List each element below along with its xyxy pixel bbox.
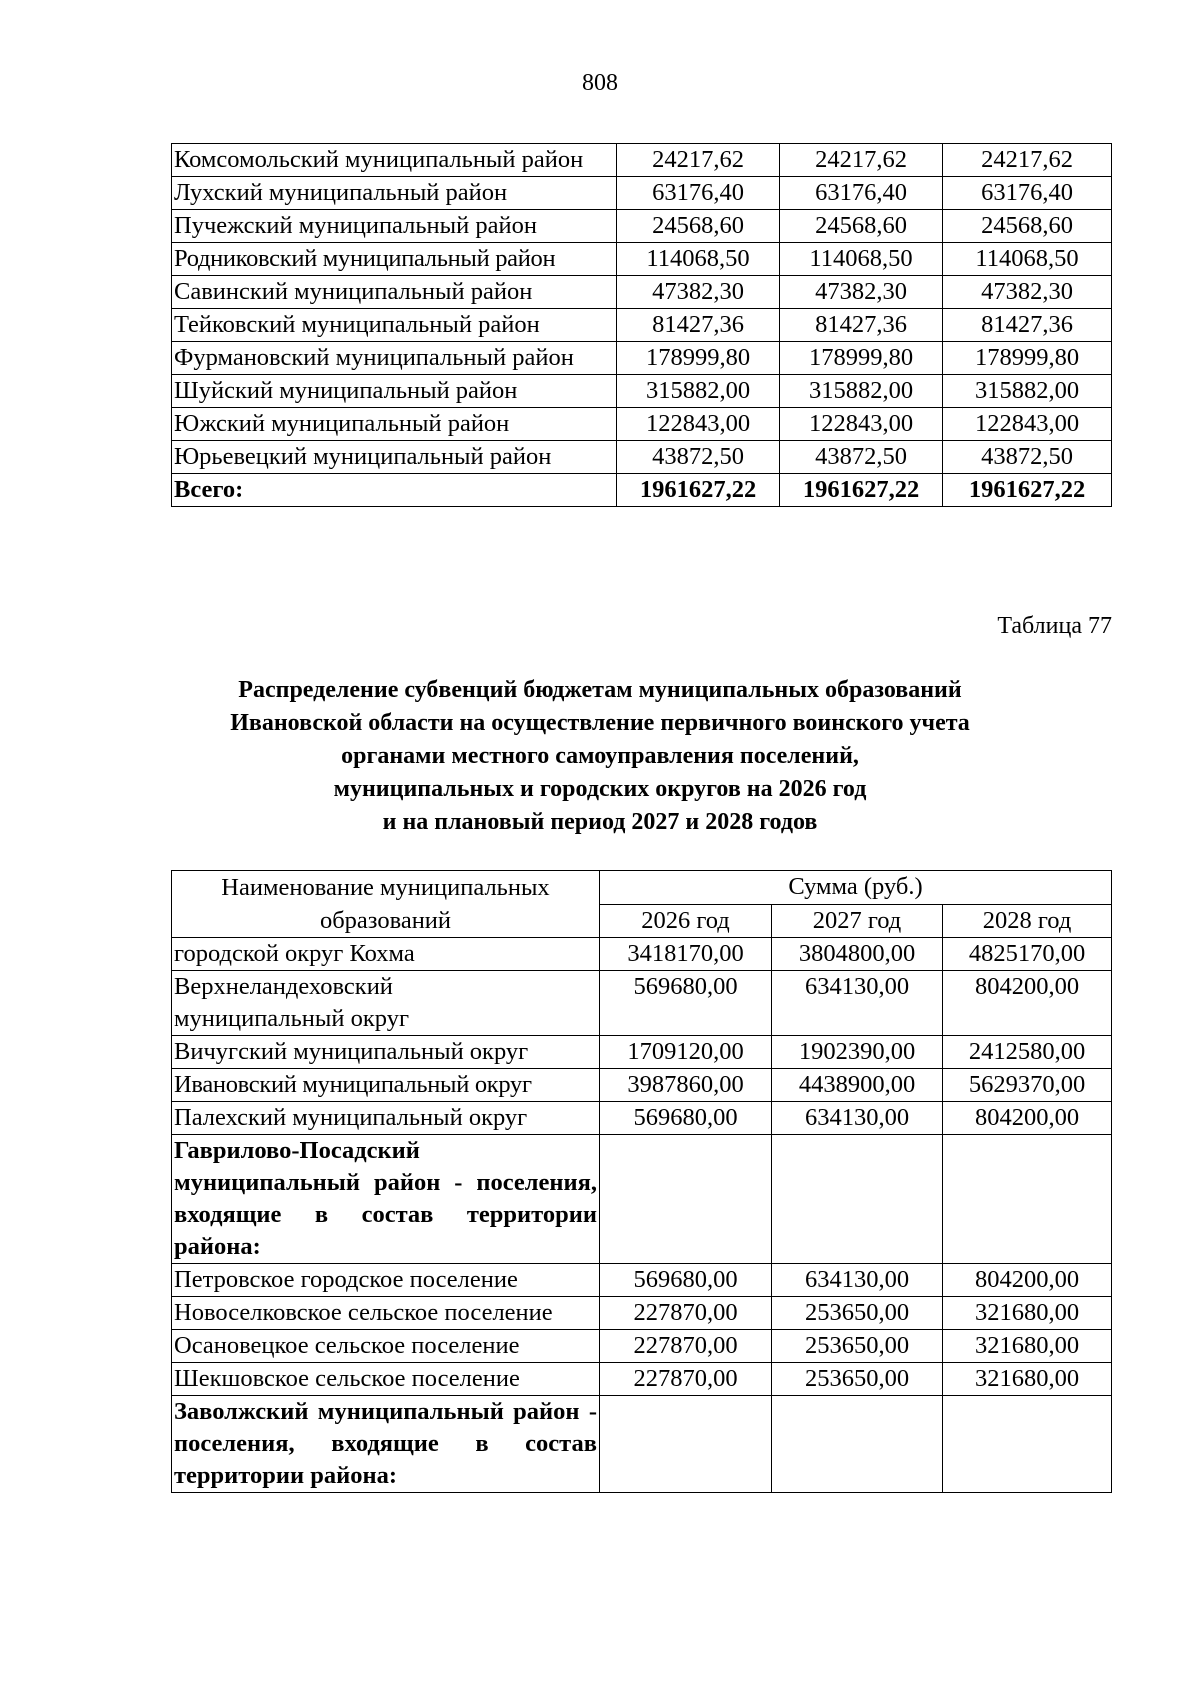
- row-name: Вичугский муниципальный округ: [172, 1036, 600, 1069]
- total-2027: 1961627,22: [780, 474, 943, 507]
- row-name: городской округ Кохма: [172, 938, 600, 971]
- table-row: [172, 1102, 1112, 1135]
- header-year-2028: 2028 год: [943, 904, 1112, 938]
- value-2026: 3418170,00: [600, 938, 772, 971]
- row-name: Родниковский муниципальный район: [172, 243, 617, 276]
- value-2026: 47382,30: [617, 276, 780, 309]
- value-2027: 634130,00: [772, 1102, 943, 1135]
- value-2028: 2412580,00: [943, 1036, 1112, 1069]
- table-row: [172, 1297, 1112, 1330]
- row-name: Верхнеландеховский муниципальный округ: [172, 971, 600, 1036]
- value-2028: 24568,60: [943, 210, 1112, 243]
- value-2027: 1902390,00: [772, 1036, 943, 1069]
- page-number: 808: [582, 70, 618, 96]
- table-row: [172, 938, 1112, 971]
- table-row: [172, 309, 1112, 342]
- row-name: Петровское городское поселение: [172, 1264, 600, 1297]
- table-row: [172, 971, 1112, 1036]
- table-row: [172, 1363, 1112, 1396]
- table-row: [172, 408, 1112, 441]
- value-2027: 315882,00: [780, 375, 943, 408]
- table-number: Таблица 77: [997, 613, 1112, 639]
- value-2028: 47382,30: [943, 276, 1112, 309]
- row-name: Палехский муниципальный округ: [172, 1102, 600, 1135]
- group-heading: Заволжский муниципальный район - поселения, входящие в состав территории района:: [172, 1396, 600, 1493]
- empty-cell: [943, 1135, 1112, 1264]
- row-name: Шекшовское сельское поселение: [172, 1363, 600, 1396]
- value-2027: 253650,00: [772, 1363, 943, 1396]
- row-name: Ивановский муниципальный округ: [172, 1069, 600, 1102]
- empty-cell: [600, 1396, 772, 1493]
- value-2027: 253650,00: [772, 1330, 943, 1363]
- value-2026: 315882,00: [617, 375, 780, 408]
- table-row: [172, 342, 1112, 375]
- value-2028: 804200,00: [943, 1264, 1112, 1297]
- row-name: Пучежский муниципальный район: [172, 210, 617, 243]
- value-2027: 47382,30: [780, 276, 943, 309]
- value-2028: 43872,50: [943, 441, 1112, 474]
- table-title: [0, 674, 1200, 839]
- table-row: [172, 1036, 1112, 1069]
- value-2028: 5629370,00: [943, 1069, 1112, 1102]
- group-heading-row: [172, 1396, 1112, 1493]
- value-2028: 315882,00: [943, 375, 1112, 408]
- table-row: [172, 1069, 1112, 1102]
- value-2027: 24568,60: [780, 210, 943, 243]
- value-2028: 63176,40: [943, 177, 1112, 210]
- row-name: Фурмановский муниципальный район: [172, 342, 617, 375]
- group-heading: Гаврилово-Посадский муниципальный район - поселения, входящие в состав территории района:: [172, 1135, 600, 1264]
- row-name: Новоселковское сельское поселение: [172, 1297, 600, 1330]
- value-2027: 4438900,00: [772, 1069, 943, 1102]
- value-2028: 24217,62: [943, 144, 1112, 177]
- header-year-2027: 2027 год: [772, 904, 943, 938]
- value-2028: 321680,00: [943, 1297, 1112, 1330]
- table-row: [172, 375, 1112, 408]
- row-name: Юрьевецкий муниципальный район: [172, 441, 617, 474]
- value-2027: 634130,00: [772, 971, 943, 1036]
- value-2027: 43872,50: [780, 441, 943, 474]
- value-2026: 569680,00: [600, 1264, 772, 1297]
- row-name: Комсомольский муниципальный район: [172, 144, 617, 177]
- value-2027: 63176,40: [780, 177, 943, 210]
- title-line: Ивановской области на осуществление первичного воинского учета: [230, 710, 970, 736]
- value-2026: 43872,50: [617, 441, 780, 474]
- table-row: [172, 177, 1112, 210]
- total-2028: 1961627,22: [943, 474, 1112, 507]
- value-2026: 569680,00: [600, 971, 772, 1036]
- empty-cell: [772, 1396, 943, 1493]
- value-2026: 227870,00: [600, 1297, 772, 1330]
- row-name: Лухский муниципальный район: [172, 177, 617, 210]
- table-row: [172, 210, 1112, 243]
- total-row: [172, 474, 1112, 507]
- table-row: [172, 1264, 1112, 1297]
- title-line: органами местного самоуправления поселений,: [341, 743, 859, 769]
- empty-cell: [943, 1396, 1112, 1493]
- header-row: [172, 871, 1112, 905]
- row-name: Тейковский муниципальный район: [172, 309, 617, 342]
- row-name: Шуйский муниципальный район: [172, 375, 617, 408]
- row-name: Осановецкое сельское поселение: [172, 1330, 600, 1363]
- row-name: Южский муниципальный район: [172, 408, 617, 441]
- value-2027: 3804800,00: [772, 938, 943, 971]
- value-2028: 804200,00: [943, 971, 1112, 1036]
- table-row: [172, 243, 1112, 276]
- value-2028: 4825170,00: [943, 938, 1112, 971]
- value-2026: 227870,00: [600, 1363, 772, 1396]
- value-2026: 3987860,00: [600, 1069, 772, 1102]
- value-2026: 1709120,00: [600, 1036, 772, 1069]
- value-2026: 24217,62: [617, 144, 780, 177]
- value-2027: 178999,80: [780, 342, 943, 375]
- table-row: [172, 1330, 1112, 1363]
- subvention-table: [171, 870, 1112, 1493]
- value-2026: 569680,00: [600, 1102, 772, 1135]
- table-row: [172, 276, 1112, 309]
- empty-cell: [772, 1135, 943, 1264]
- value-2026: 81427,36: [617, 309, 780, 342]
- table-continuation: [171, 143, 1112, 507]
- group-heading-row: [172, 1135, 1112, 1264]
- header-year-2026: 2026 год: [600, 904, 772, 938]
- table-row: [172, 144, 1112, 177]
- row-name: Савинский муниципальный район: [172, 276, 617, 309]
- value-2028: 178999,80: [943, 342, 1112, 375]
- value-2026: 63176,40: [617, 177, 780, 210]
- value-2026: 227870,00: [600, 1330, 772, 1363]
- value-2028: 81427,36: [943, 309, 1112, 342]
- value-2026: 24568,60: [617, 210, 780, 243]
- value-2028: 122843,00: [943, 408, 1112, 441]
- value-2028: 804200,00: [943, 1102, 1112, 1135]
- value-2027: 81427,36: [780, 309, 943, 342]
- title-line: и на плановый период 2027 и 2028 годов: [382, 809, 818, 835]
- value-2026: 178999,80: [617, 342, 780, 375]
- header-name: Наименование муниципальных образований: [172, 871, 600, 938]
- value-2027: 114068,50: [780, 243, 943, 276]
- value-2028: 321680,00: [943, 1330, 1112, 1363]
- title-line: муниципальных и городских округов на 2026 год: [333, 776, 867, 802]
- value-2027: 253650,00: [772, 1297, 943, 1330]
- total-2026: 1961627,22: [617, 474, 780, 507]
- total-label: Всего:: [172, 474, 617, 507]
- empty-cell: [600, 1135, 772, 1264]
- value-2027: 634130,00: [772, 1264, 943, 1297]
- value-2028: 114068,50: [943, 243, 1112, 276]
- table-row: [172, 441, 1112, 474]
- value-2026: 114068,50: [617, 243, 780, 276]
- header-sum: Сумма (руб.): [600, 871, 1112, 905]
- value-2027: 122843,00: [780, 408, 943, 441]
- value-2027: 24217,62: [780, 144, 943, 177]
- value-2026: 122843,00: [617, 408, 780, 441]
- title-line: Распределение субвенций бюджетам муниципальных образований: [238, 677, 962, 703]
- value-2028: 321680,00: [943, 1363, 1112, 1396]
